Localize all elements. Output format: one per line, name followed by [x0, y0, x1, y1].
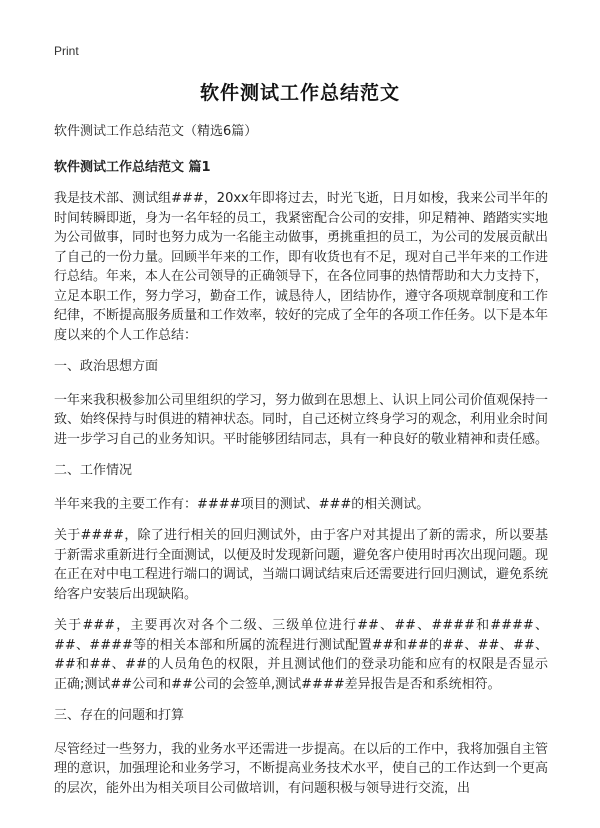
work-detail-paragraph-2: 关于###，主要再次对各个二级、三级单位进行##、##、####和####、##、####等的相关本部和所属的流程进行测试配置##和##的##、##、##、##和##、##的人员角色的权限，并且测试他们的登录功能和应有的权限是否显示正确;测试##公司和##公司的会签单,测试####差异报告是否和系统相符。: [54, 618, 548, 692]
politics-paragraph: 一年来我积极参加公司里组织的学习，努力做到在思想上、认识上同公司价值观保持一致、始终保持与时俱进的精神状态。同时，自己还树立终身学习的观念，利用业余时间进一步学习自己的业务知识。平时能够团结同志，具有一种良好的敬业精神和责任感。: [54, 392, 549, 447]
work-detail-paragraph-1: 关于####，除了进行相关的回归测试外，由于客户对其提出了新的需求，所以要基于新需求重新进行全面测试，以便及时发现新问题，避免客户使用时再次出现问题。现在正在对中电工程进行端口的调试，当端口调试结束后还需要进行回归测试，避免系统给客户安装后出现缺陷。: [54, 528, 549, 602]
document-subtitle: 软件测试工作总结范文（精选6篇）: [54, 124, 258, 139]
work-summary-paragraph: 半年来我的主要工作有：####项目的测试、###的相关测试。: [54, 496, 430, 512]
print-link[interactable]: Print: [54, 44, 79, 58]
heading-work: 二、工作情况: [54, 463, 133, 478]
document-body: [54, 122, 548, 810]
heading-issues: 三、存在的问题和打算: [54, 708, 185, 723]
issues-paragraph: 尽管经过一些努力，我的业务水平还需进一步提高。在以后的工作中，我将加强自主管理的意识，加强理论和业务学习，不断提高业务技术水平，使自己的工作达到一个更高的层次，能外出为相关项目公司做培训，有问题积极与领导进行交流，出: [54, 741, 549, 796]
page-title: 软件测试工作总结范文: [199, 82, 400, 104]
heading-politics: 一、政治思想方面: [54, 359, 159, 374]
intro-paragraph: 我是技术部、测试组###，20xx年即将过去，时光飞逝，日月如梭，我来公司半年的时间转瞬即逝，身为一名年轻的员工，我紧密配合公司的安排，卯足精神、踏踏实实地为公司做事，同时也努力成为一名能主动做事，勇挑重担的员工，为公司的发展贡献出了自己的一份力量。回顾半年来的工作，即有收货也有不足，现对自己半年来的工作进行总结。年来，本人在公司领导的正确领导下，在各位同事的热情帮助和大力支持下，立足本职工作，努力学习，勤奋工作，诚恳待人，团结协作，遵守各项规章制度和工作纪律，不断提高服务质量和工作效率，较好的完成了全年的各项工作任务。以下是本年度以来的个人工作总结：: [54, 191, 549, 343]
section-title: 软件测试工作总结范文 篇1: [54, 159, 211, 175]
